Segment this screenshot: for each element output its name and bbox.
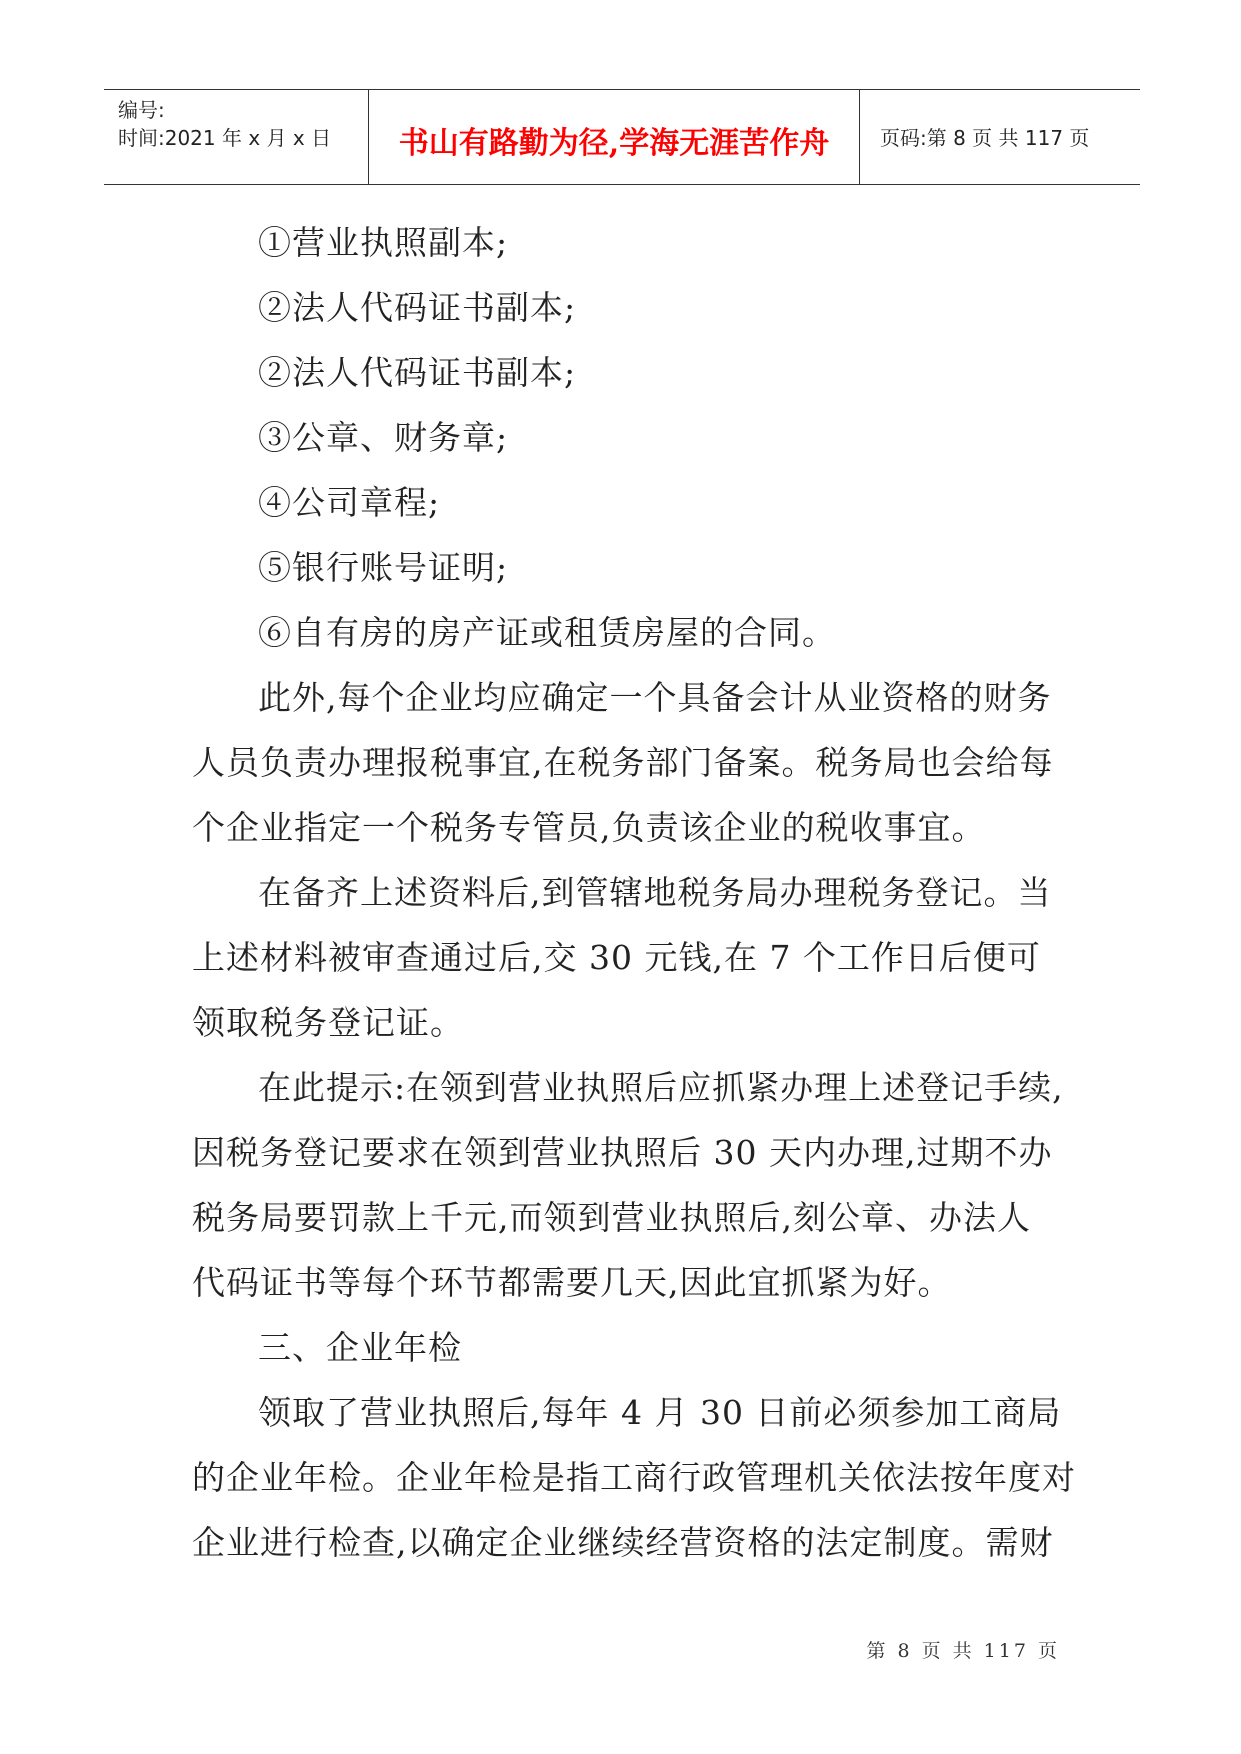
header-motto: 书山有路勤为径,学海无涯苦作舟 xyxy=(398,126,830,161)
paragraph-line: 此外,每个企业均应确定一个具备会计从业资格的财务 xyxy=(258,678,1052,717)
paragraph-line: 税务局要罚款上千元,而领到营业执照后,刻公章、办法人 xyxy=(192,1198,1031,1237)
document-body xyxy=(192,210,1076,1575)
paragraph-line: 人员负责办理报税事宜,在税务部门备案。税务局也会给每 xyxy=(192,743,1054,782)
header-motto-cell xyxy=(369,90,860,184)
paragraph-finance-staff xyxy=(192,665,1060,860)
page-footer: 第 8 页 共 117 页 xyxy=(866,1640,1060,1662)
header-info-cell xyxy=(104,90,369,184)
page-header xyxy=(104,89,1140,185)
paragraph-line: 上述材料被审查通过后,交 30 元钱,在 7 个工作日后便可 xyxy=(192,938,1041,977)
list-item: ⑥自有房的房产证或租赁房屋的合同。 xyxy=(258,613,836,652)
paragraph-line: 因税务登记要求在领到营业执照后 30 天内办理,过期不办 xyxy=(192,1133,1053,1172)
document-list xyxy=(192,210,1060,665)
paragraph-tax-registration xyxy=(192,860,1060,1055)
header-page-code: 页码:第 8 页 共 117 页 xyxy=(880,126,1090,150)
list-item: ③公章、财务章; xyxy=(258,418,509,457)
list-item: ②法人代码证书副本; xyxy=(258,353,577,392)
paragraph-reminder xyxy=(192,1055,1064,1315)
paragraph-line: 代码证书等每个环节都需要几天,因此宜抓紧为好。 xyxy=(192,1263,952,1302)
paragraph-line: 个企业指定一个税务专管员,负责该企业的税收事宜。 xyxy=(192,808,986,847)
list-item: ⑤银行账号证明; xyxy=(258,548,509,587)
section-heading: 三、企业年检 xyxy=(258,1328,462,1367)
paragraph-line: 领取了营业执照后,每年 4 月 30 日前必须参加工商局 xyxy=(258,1393,1062,1432)
header-time-label: 时间:2021 年 x 月 x 日 xyxy=(118,126,332,150)
paragraph-line: 在此提示:在领到营业执照后应抓紧办理上述登记手续, xyxy=(258,1068,1064,1107)
paragraph-line: 的企业年检。企业年检是指工商行政管理机关依法按年度对 xyxy=(192,1458,1076,1497)
paragraph-line: 领取税务登记证。 xyxy=(192,1003,464,1042)
list-item: ②法人代码证书副本; xyxy=(258,288,577,327)
list-item: ①营业执照副本; xyxy=(258,223,509,262)
header-number-label: 编号: xyxy=(118,98,165,122)
list-item: ④公司章程; xyxy=(258,483,441,522)
paragraph-line: 企业进行检查,以确定企业继续经营资格的法定制度。需财 xyxy=(192,1523,1054,1562)
header-page-cell xyxy=(860,90,1140,184)
paragraph-annual-inspection xyxy=(192,1380,1076,1575)
paragraph-line: 在备齐上述资料后,到管辖地税务局办理税务登记。当 xyxy=(258,873,1052,912)
